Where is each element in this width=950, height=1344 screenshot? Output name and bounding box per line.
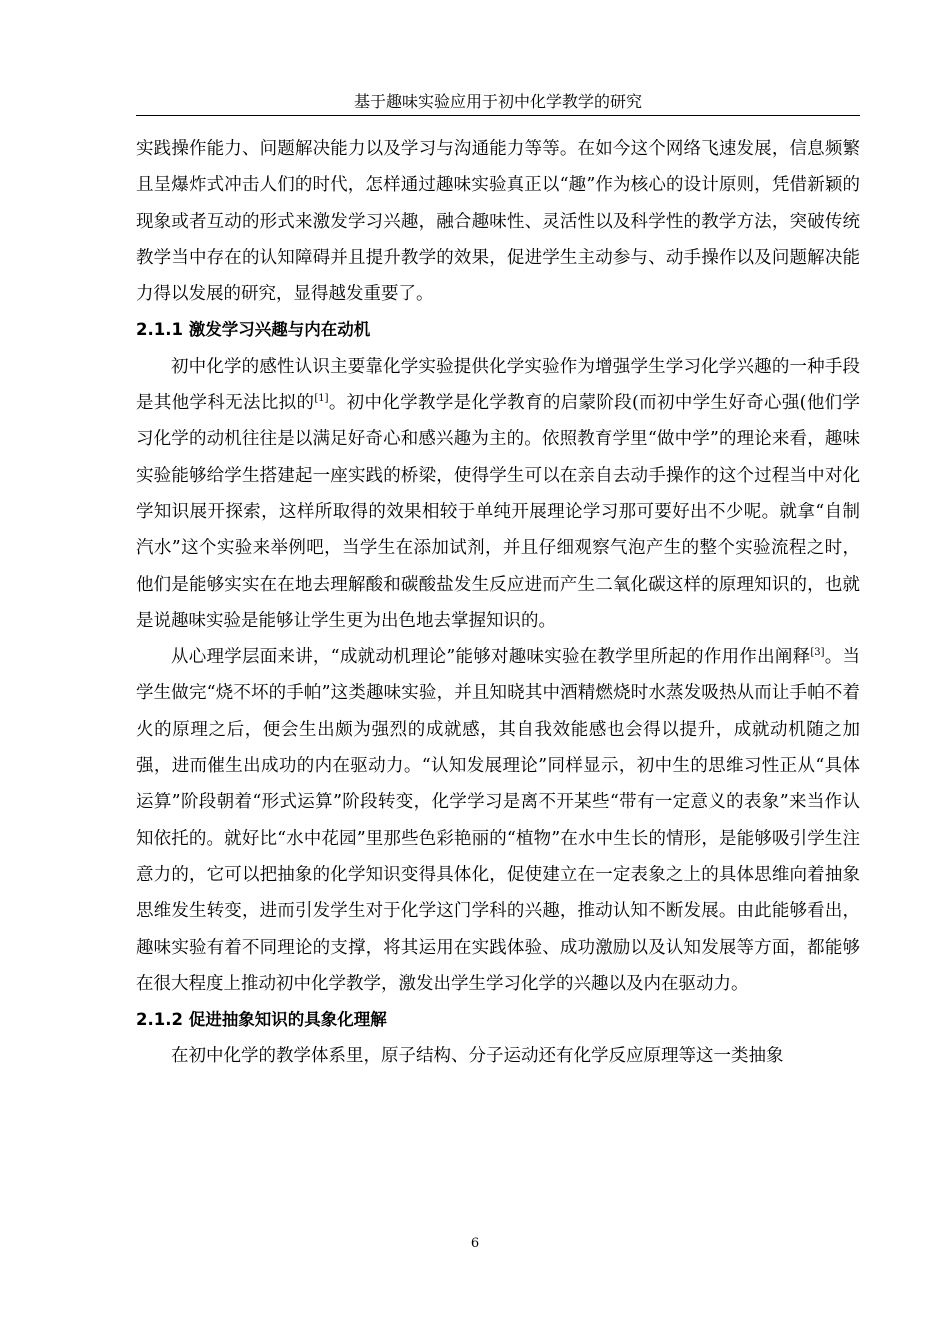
header-rule [136, 115, 860, 116]
paragraph-text: 。初中化学教学是化学教育的启蒙阶段(而初中学生好奇心强(他们学习化学的动机往往是以满足好奇心和感兴趣为主的。依照教育学里“做中学”的理论来看，趣味实验能够给学生搭建起一座实践的桥梁，使得学生可以在亲自去动手操作的这个过程当中对化学知识展开探索，这样所取得的效果相较于单纯开展理论学习那可要好出不少呢。就拿“自制汽水”这个实验来举例吧，当学生在添加试剂，并且仔细观察气泡产生的整个实验流程之时，他们是能够实实在在地去理解酸和碳酸盐发生反应进而产生二氧化碳这样的原理知识的，也就是说趣味实验是能够让学生更为出色地去掌握知识的。 [136, 393, 861, 631]
section-heading-2-1-1: 2.1.1 激发学习兴趣与内在动机 [136, 320, 371, 340]
page-header: 基于趣味实验应用于初中化学教学的研究 [353, 92, 642, 111]
citation-ref[interactable]: [1] [314, 393, 329, 405]
paragraph-interest [136, 349, 860, 639]
page-number: 6 [470, 1236, 480, 1251]
paragraph-text: 从心理学层面来讲，“成就动机理论”能够对趣味实验在教学里所起的作用作出阐释 [171, 647, 811, 668]
paragraph-psychology [136, 639, 860, 1002]
paragraph-text: 初中化学的感性认识主要靠化学实验提供化学实验作为增强学生学习化学兴趣的一种手段是其他学科无法比拟的 [136, 356, 860, 414]
citation-ref[interactable]: [3] [810, 647, 825, 659]
section-heading-2-1-2: 2.1.2 促进抽象知识的具象化理解 [136, 1010, 387, 1030]
paragraph-text: 。当学生做完“烧不坏的手帕”这类趣味实验，并且知晓其中酒精燃烧时水蒸发吸热从而让手帕不着火的原理之后，便会生出颇为强烈的成就感，其自我效能感也会得以提升，成就动机随之加强，进而催生出成功的内在驱动力。“认知发展理论”同样显示，初中生的思维习性正从“具体运算”阶段朝着“形式运算”阶段转变，化学学习是离不开某些“带有一定意义的表象”来当作认知依托的。就好比“水中花园”里那些色彩艳丽的“植物”在水中生长的情形，是能够吸引学生注意力的，它可以把抽象的化学知识变得具体化，促使建立在一定表象之上的具体思维向着抽象思维发生转变，进而引发学生对于化学这门学科的兴趣，推动认知不断发展。由此能够看出，趣味实验有着不同理论的支撑，将其运用在实践体验、成功激励以及认知发展等方面，都能够在很大程度上推动初中化学教学，激发出学生学习化学的兴趣以及内在驱动力。 [136, 647, 860, 994]
paragraph-abstract-knowledge: 在初中化学的教学体系里，原子结构、分子运动还有化学反应原理等这一类抽象 [171, 1046, 784, 1067]
body-text [136, 131, 860, 1075]
paragraph-continued: 实践操作能力、问题解决能力以及学习与沟通能力等等。在如今这个网络飞速发展，信息频繁且呈爆炸式冲击人们的时代，怎样通过趣味实验真正以“趣”作为核心的设计原则，凭借新颖的现象或者互动的形式来激发学习兴趣，融合趣味性、灵活性以及科学性的教学方法，突破传统教学当中存在的认知障碍并且提升教学的效果，促进学生主动参与、动手操作以及问题解决能力得以发展的研究，显得越发重要了。 [136, 139, 860, 305]
